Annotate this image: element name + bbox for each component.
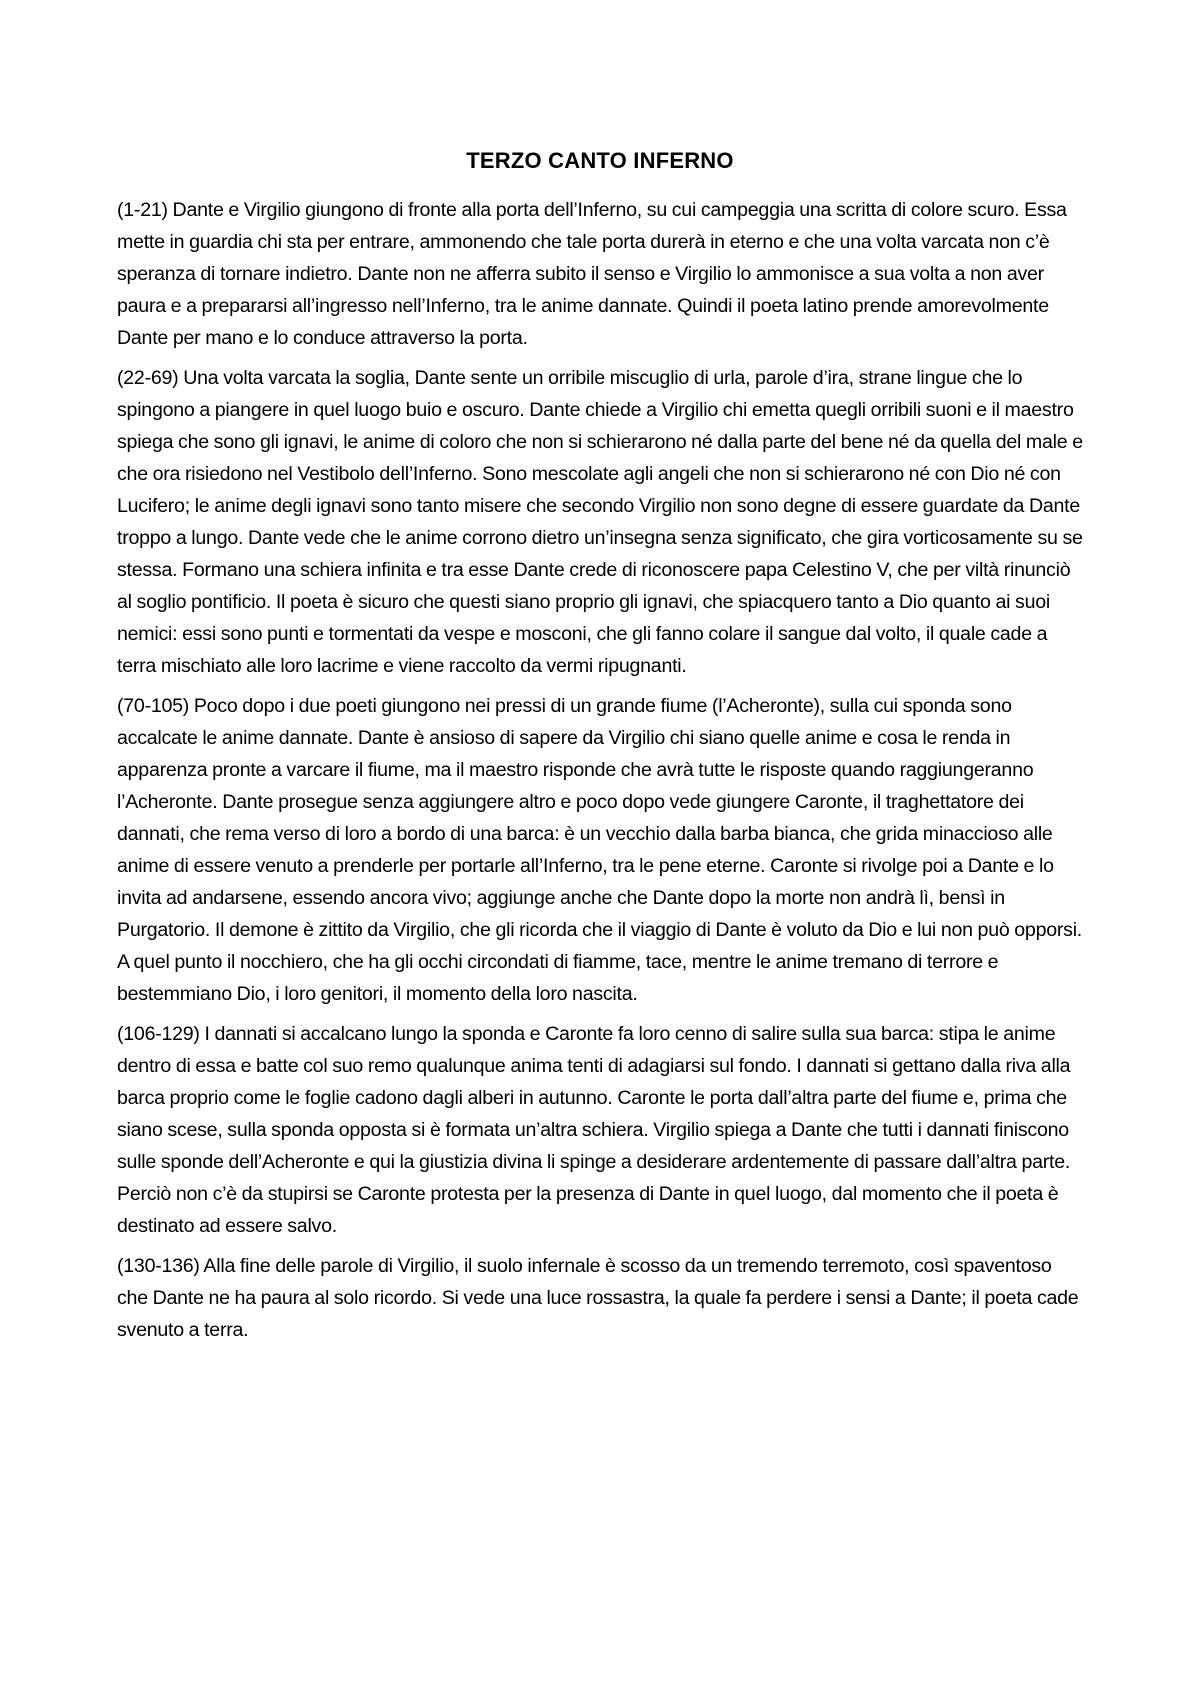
document-body [117, 194, 1085, 1354]
paragraph-canto-130-136: (130-136) Alla fine delle parole di Virgilio, il suolo infernale è scosso da un tremendo terremoto, così spaventoso che Dante ne ha paura al solo ricordo. Si vede una luce rossastra, la quale fa perdere i sensi a Dante; il poeta cade svenuto a terra. [117, 1255, 1079, 1341]
paragraph-canto-22-69: (22-69) Una volta varcata la soglia, Dante sente un orribile miscuglio di urla, parole d’ira, strane lingue che lo spingono a piangere in quel luogo buio e oscuro. Dante chiede a Virgilio chi emetta quegli orribili suoni e il maestro spiega che sono gli ignavi, le anime di coloro che non si schierarono né dalla parte del bene né da quella del male e che ora risiedono nel Vestibolo dell’Inferno. Sono mescolate agli angeli che non si schierarono né con Dio né con Lucifero; le anime degli ignavi sono tanto misere che secondo Virgilio non sono degne di essere guardate da Dante troppo a lungo. Dante vede che le anime corrono dietro un’insegna senza significato, che gira vorticosamente su se stessa. Formano una schiera infinita e tra esse Dante crede di riconoscere papa Celestino V, che per viltà rinunciò al soglio pontificio. Il poeta è sicuro che questi siano proprio gli ignavi, che spiacquero tanto a Dio quanto ai suoi nemici: essi sono punti e tormentati da vespe e mosconi, che gli fanno colare il sangue dal volto, il quale cade a terra mischiato alle loro lacrime e viene raccolto da vermi ripugnanti. [117, 367, 1083, 677]
paragraph-canto-70-105: (70-105) Poco dopo i due poeti giungono nei pressi di un grande fiume (l’Acheronte), sulla cui sponda sono accalcate le anime dannate. Dante è ansioso di sapere da Virgilio chi siano quelle anime e cosa le renda in apparenza pronte a varcare il fiume, ma il maestro risponde che avrà tutte le risposte quando raggiungeranno l’Acheronte. Dante prosegue senza aggiungere altro e poco dopo vede giungere Caronte, il traghettatore dei dannati, che rema verso di loro a bordo di una barca: è un vecchio dalla barba bianca, che grida minaccioso alle anime di essere venuto a prenderle per portarle all’Inferno, tra le pene eterne. Caronte si rivolge poi a Dante e lo invita ad andarsene, essendo ancora vivo; aggiunge anche che Dante dopo la morte non andrà lì, bensì in Purgatorio. Il demone è zittito da Virgilio, che gli ricorda che il viaggio di Dante è voluto da Dio e lui non può opporsi. A quel punto il nocchiero, che ha gli occhi circondati di fiamme, tace, mentre le anime tremano di terrore e bestemmiano Dio, i loro genitori, il momento della loro nascita. [117, 695, 1082, 1005]
document-title: TERZO CANTO INFERNO [466, 148, 734, 173]
paragraph-canto-106-129: (106-129) I dannati si accalcano lungo la sponda e Caronte fa loro cenno di salire sulla sua barca: stipa le anime dentro di essa e batte col suo remo qualunque anima tenti di adagiarsi sul fondo. I dannati si gettano dalla riva alla barca proprio come le foglie cadono dagli alberi in autunno. Caronte le porta dall’altra parte del fiume e, prima che siano scese, sulla sponda opposta si è formata un’altra schiera. Virgilio spiega a Dante che tutti i dannati finiscono sulle sponde dell’Acheronte e qui la giustizia divina li spinge a desiderare ardentemente di passare dall’altra parte. Perciò non c’è da stupirsi se Caronte protesta per la presenza di Dante in quel luogo, dal momento che il poeta è destinato ad essere salvo. [117, 1023, 1071, 1237]
paragraph-canto-1-21: (1-21) Dante e Virgilio giungono di fronte alla porta dell’Inferno, su cui campeggia una scritta di colore scuro. Essa mette in guardia chi sta per entrare, ammonendo che tale porta durerà in eterno e che una volta varcata non c’è speranza di tornare indietro. Dante non ne afferra subito il senso e Virgilio lo ammonisce a sua volta a non aver paura e a prepararsi all’ingresso nell’Inferno, tra le anime dannate. Quindi il poeta latino prende amorevolmente Dante per mano e lo conduce attraverso la porta. [117, 199, 1067, 349]
